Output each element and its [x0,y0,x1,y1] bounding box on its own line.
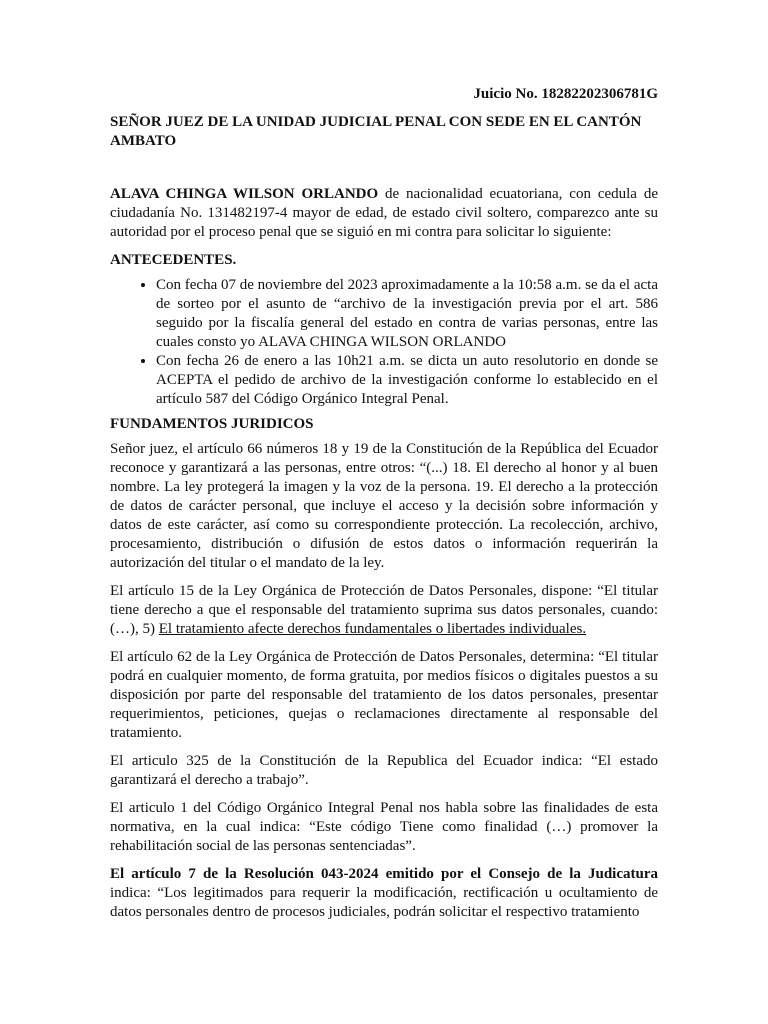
case-number: Juicio No. 18282202306781G [473,86,658,102]
underlined-text: El tratamiento afecte derechos fundamentales o libertades individuales. [158,621,587,637]
list-item: • Con fecha 07 de noviembre del 2023 aproximadamente a la 10:58 a.m. se da el acta de sorteo por el asunto de “archivo de la investigación previa por el art. 586 seguido por la fiscalía general del estado en contra de varias personas, entre las cuales consto yo ALAVA CHINGA WILSON ORLANDO [156,276,658,352]
paragraph-text: El artículo 15 de la Ley Orgánica de Protección de Datos Personales, dispone: “El titular tiene derecho a que el responsable del tratamiento suprima sus datos personales, cuando: (…), 5) [110,583,658,637]
fundamentos-paragraph-1: Señor juez, el artículo 66 números 18 y 19 de la Constitución de la República del Ecuador reconoce y garantizará a las personas, entre otros: “(...) 18. El derecho al honor y al buen nombre. La ley protegerá la imagen y la voz de la persona. 19. El derecho a la protección de datos de carácter personal, que incluye el acceso y la decisión sobre información y datos de este carácter, así como su correspondiente protección. La recolección, archivo, procesamiento, distribución o difusión de estos datos o información requerirán la autorización del titular o el mandato de la ley. [110,441,658,571]
antecedentes-heading: ANTECEDENTES. [110,252,237,268]
bold-reference: El artículo 7 de la Resolución 043-2024 emitido por el Consejo de la Judicatura [110,866,658,882]
addressee: SEÑOR JUEZ DE LA UNIDAD JUDICIAL PENAL CON SEDE EN EL CANTÓN AMBATO [110,114,642,149]
fundamentos-heading: FUNDAMENTOS JURIDICOS [110,416,314,432]
list-item: • Con fecha 26 de enero a las 10h21 a.m. se dicta un auto resolutorio en donde se ACEPTA el pedido de archivo de la investigación conforme lo establecido en el artículo 587 del Código Orgánico Integral Penal. [156,352,658,409]
fundamentos-paragraph-5: El articulo 1 del Código Orgánico Integral Penal nos habla sobre las finalidades de esta normativa, en la cual indica: “Este código Tiene como finalidad (…) promover la rehabilitación social de las personas sentenciadas”. [110,800,658,854]
fundamentos-paragraph-3: El artículo 62 de la Ley Orgánica de Protección de Datos Personales, determina: “El titular podrá en cualquier momento, de forma gratuita, por medios físicos o digitales puestos a su disposición por parte del responsable del tratamiento de los datos personales, presentar requerimientos, peticiones, quejas o reclamaciones directamente al responsable del tratamiento. [110,649,658,741]
fundamentos-paragraph-6 [110,865,658,922]
intro-text: de nacionalidad ecuatoriana, con cedula de ciudadanía No. 131482197-4 mayor de edad, de estado civil soltero, comparezco ante su autoridad por el proceso penal que se siguió en mi contra para solicitar lo siguiente: [110,186,658,240]
antecedentes-list [110,276,658,409]
intro-paragraph [110,185,658,242]
fundamentos-paragraph-4: El articulo 325 de la Constitución de la Republica del Ecuador indica: “El estado garantizará el derecho a trabajo”. [110,753,658,788]
petitioner-name: ALAVA CHINGA WILSON ORLANDO [110,186,379,202]
paragraph-text: indica: “Los legitimados para requerir la modificación, rectificación u ocultamiento de datos personales dentro de procesos judiciales, podrán solicitar el respectivo tratamiento [110,885,658,920]
fundamentos-paragraph-2 [110,582,658,639]
